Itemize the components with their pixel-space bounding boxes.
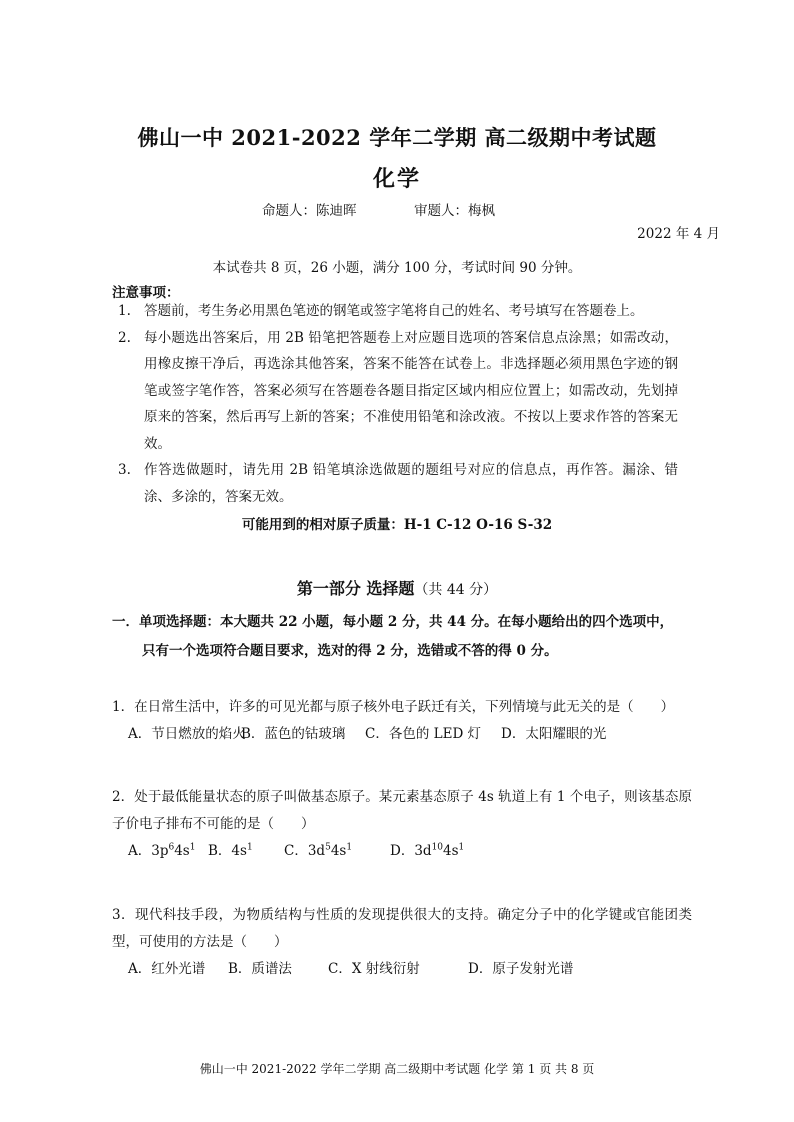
notice-item (118, 298, 678, 325)
section-instructions-line2: 只有一个选项符合题目要求，选对的得 2 分，选错或不答的得 0 分。 (142, 643, 558, 659)
notice-item-number: 2. (118, 329, 131, 346)
question-options (112, 956, 692, 983)
section-instructions-line1: 一．单项选择题：本大题共 22 小题，每小题 2 分，共 44 分。在每小题给出的四个选项中， (112, 614, 674, 630)
notice-item (118, 325, 678, 458)
orbital: 4s (174, 843, 190, 859)
question-stem: 2．处于最低能量状态的原子叫做基态原子。某元素基态原子 4s 轨道上有 1 个电子，则该基态原子价电子排布不可能的是（ ） (112, 789, 692, 832)
option-d (390, 838, 464, 865)
notice-item (118, 457, 678, 510)
exam-summary: 本试卷共 8 页，26 小题，满分 100 分，考试时间 90 分钟。 (212, 260, 582, 276)
question-options (112, 838, 692, 865)
orbital: 4s (443, 843, 459, 859)
option-d: D．原子发射光谱 (468, 961, 574, 977)
question-stem: 3．现代科技手段，为物质结构与性质的发现提供很大的支持。确定分子中的化学键或官能团类型，可使用的方法是（ ） (112, 907, 692, 950)
electron-count: 10 (431, 842, 444, 853)
notice-item-text: 答题前，考生务必用黑色笔迹的钢笔或签字笔将自己的姓名、考号填写在答题卷上。 (144, 303, 644, 319)
part-title-main: 第一部分 选择题 (296, 579, 415, 598)
orbital: 3d (414, 843, 432, 859)
page-footer: 佛山一中 2021-2022 学年二学期 高二级期中考试题 化学 第 1 页 共 8 页 (199, 1062, 595, 1076)
option-label: D． (390, 843, 415, 859)
option-label: A． (128, 843, 152, 859)
electron-count: 1 (189, 842, 196, 853)
notice-title: 注意事项： (112, 285, 180, 301)
orbital: 4s (330, 843, 347, 859)
atomic-masses: 可能用到的相对原子质量：H-1 C-12 O-16 S-32 (241, 517, 553, 533)
part-title-sub: （共 44 分） (414, 582, 498, 598)
question-2 (112, 784, 692, 865)
option-c: C．X 射线衍射 (328, 961, 420, 977)
electron-count: 6 (168, 842, 175, 853)
orbital: 4s (231, 843, 247, 859)
orbital: 3d (307, 843, 326, 859)
reviewer: 审题人：梅枫 (414, 203, 495, 219)
option-b: B．质谱法 (228, 961, 292, 977)
option-a: A．红外光谱 (128, 961, 206, 977)
notice-item-text: 每小题选出答案后，用 2B 铅笔把答题卷上对应题目选项的答案信息点涂黑；如需改动，用橡皮擦干净后，再选涂其他答案，答案不能答在试卷上。非选择题必须用黑色字迹的钢笔或签字笔作答，答案必须写在答题卷各题目指定区域内相应位置上；如需改动，先划掉原来的答案，然后再写上新的答案；不准使用铅笔和涂改液。不按以上要求作答的答案无效。 (144, 329, 678, 452)
question-1 (112, 694, 692, 748)
notice-list (118, 298, 678, 510)
question-3 (112, 902, 692, 983)
section-instructions (112, 608, 692, 666)
part-title (0, 576, 794, 599)
author: 命题人：陈迪晖 (262, 203, 357, 219)
exam-title: 佛山一中 2021-2022 学年二学期 高二级期中考试题 (137, 125, 657, 150)
option-c: C．各色的 LED 灯 (365, 726, 482, 742)
option-b: B．蓝色的钴玻璃 (241, 726, 346, 742)
option-a: A．节日燃放的焰火 (128, 726, 246, 742)
option-label: B． (208, 843, 232, 859)
notice-item-number: 1. (118, 303, 131, 319)
notice-item-text: 作答选做题时，请先用 2B 铅笔填涂选做题的题组号对应的信息点，再作答。漏涂、错涂、多涂的，答案无效。 (144, 462, 678, 505)
electron-count: 1 (246, 842, 253, 853)
question-stem: 1．在日常生活中，许多的可见光都与原子核外电子跃迁有关，下列情境与此无关的是（ ） (112, 699, 675, 715)
electron-count: 5 (325, 842, 331, 853)
electron-count: 1 (458, 842, 465, 853)
option-c (284, 838, 390, 865)
option-b (208, 838, 284, 865)
orbital: 3p (151, 843, 169, 859)
option-label: C． (284, 843, 308, 859)
question-options (112, 721, 692, 748)
electron-count: 1 (346, 842, 353, 853)
notice-item-number: 3. (118, 462, 131, 478)
option-d: D．太阳耀眼的光 (501, 726, 607, 742)
option-a (128, 838, 208, 865)
subject-title: 化学 (372, 166, 421, 192)
exam-date: 2022 年 4 月 (637, 226, 720, 242)
